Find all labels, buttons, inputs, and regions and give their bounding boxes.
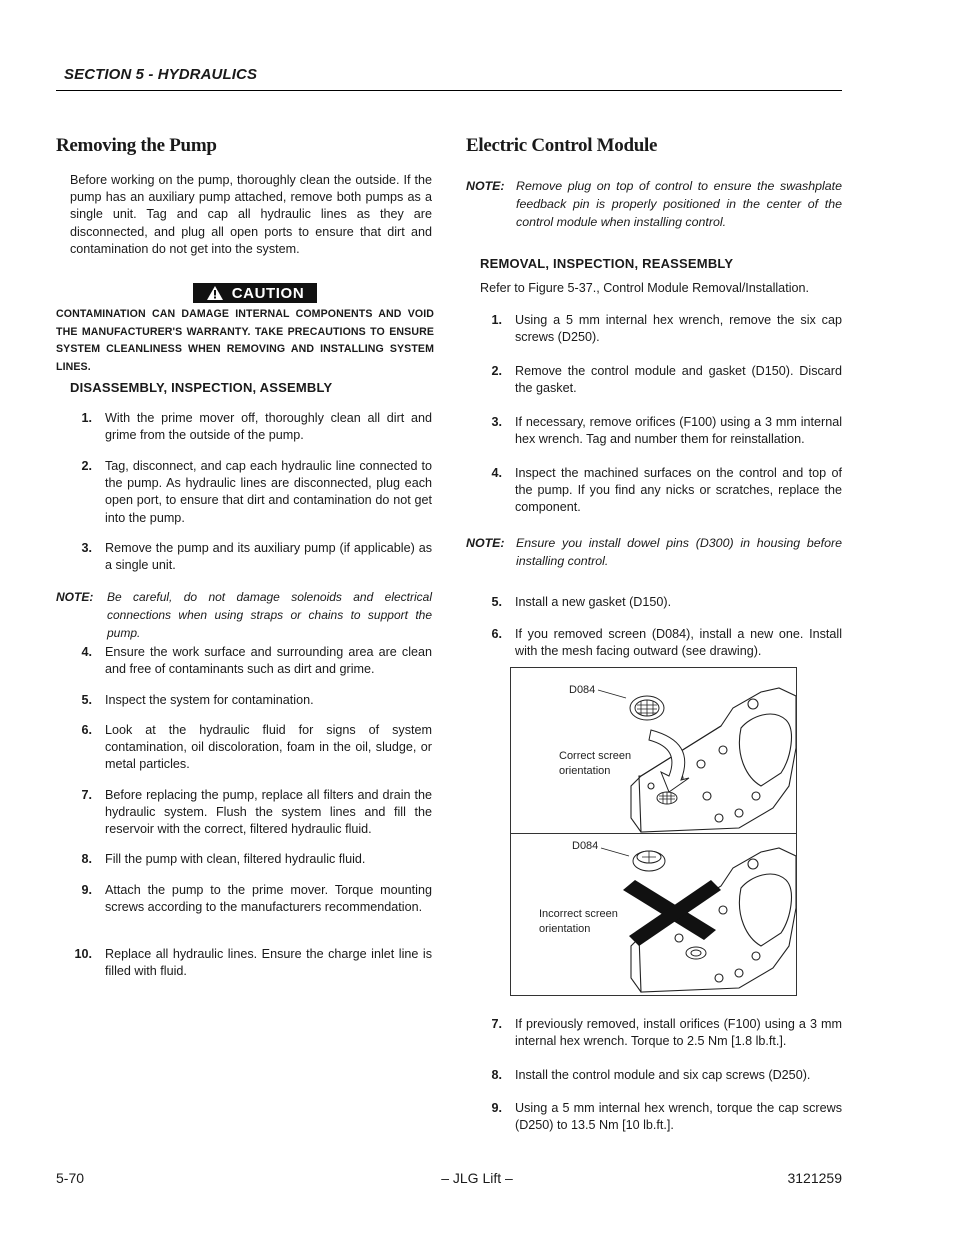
note-text: Remove plug on top of control to ensure the swashplate feedback pin is properly positioned in the center of the control module when installing control. — [516, 179, 842, 229]
disassembly-subheading: DISASSEMBLY, INSPECTION, ASSEMBLY — [70, 380, 333, 395]
top-part-label: D084 — [569, 684, 596, 696]
page-number: 5-70 — [56, 1170, 85, 1186]
step-number: 7. — [491, 1017, 502, 1031]
right-note-1 — [466, 177, 842, 233]
top-caption-line-2: orientation — [559, 765, 611, 777]
note-text: Ensure you install dowel pins (D300) in housing before installing control. — [516, 536, 842, 568]
removing-pump-intro: Before working on the pump, thoroughly clean the outside. If the pump has an auxiliary pump attached, remove both pumps as a single unit. Tag and cap all hydraulic lines as they are disconnected, and plug all open ports to ensure that dirt and contamination do not get into the system. — [70, 173, 432, 256]
left-step-5 — [64, 692, 432, 710]
right-step-9 — [474, 1100, 842, 1136]
step-text: Remove the pump and its auxiliary pump (if applicable) as a single unit. — [105, 541, 432, 573]
step-number: 9. — [81, 883, 92, 897]
step-number: 5. — [81, 693, 92, 707]
step-number: 2. — [81, 459, 92, 473]
right-step-7 — [474, 1016, 842, 1052]
step-number: 2. — [491, 364, 502, 378]
header-rule — [56, 90, 842, 91]
removing-pump-heading: Removing the Pump — [56, 135, 217, 156]
step-text: Using a 5 mm internal hex wrench, torque the cap screws (D250) to 13.5 Nm [10 lb.ft.]. — [515, 1101, 842, 1133]
right-note-2 — [466, 534, 842, 570]
left-step-7 — [64, 787, 432, 839]
step-number: 10. — [74, 947, 92, 961]
left-step-1 — [64, 410, 432, 446]
step-text: Install the control module and six cap screws (D250). — [515, 1068, 811, 1082]
step-number: 7. — [81, 788, 92, 802]
step-number: 9. — [491, 1101, 502, 1115]
left-step-8 — [64, 851, 432, 869]
step-text: Ensure the work surface and surrounding area are clean and free of contaminants such as dirt and grime. — [105, 645, 432, 677]
note-text: Be careful, do not damage solenoids and electrical connections when using straps or chains to support the pump. — [107, 590, 432, 640]
step-number: 1. — [81, 411, 92, 425]
step-number: 4. — [81, 645, 92, 659]
step-number: 6. — [81, 723, 92, 737]
left-step-9 — [64, 882, 432, 934]
step-number: 6. — [491, 627, 502, 641]
note-label: NOTE: — [466, 179, 505, 193]
footer-center: – JLG Lift – — [441, 1170, 513, 1186]
bottom-caption-line-2: orientation — [539, 923, 591, 935]
step-number: 4. — [491, 466, 502, 480]
step-number: 8. — [491, 1068, 502, 1082]
step-number: 3. — [81, 541, 92, 555]
left-step-4 — [64, 644, 432, 680]
left-note — [56, 588, 432, 640]
step-number: 1. — [491, 313, 502, 327]
left-step-3 — [64, 540, 432, 576]
step-number: 5. — [491, 595, 502, 609]
pump-housing-drawing — [511, 668, 796, 995]
step-text: If necessary, remove orifices (F100) using a 3 mm internal hex wrench. Tag and number them for reinstallation. — [515, 415, 842, 447]
right-step-6 — [474, 626, 842, 662]
step-text: With the prime mover off, thoroughly clean all dirt and grime from the outside of the pump. — [105, 411, 432, 443]
removal-subheading: REMOVAL, INSPECTION, REASSEMBLY — [480, 256, 734, 271]
control-module-heading: Electric Control Module — [466, 135, 658, 156]
step-text: Attach the pump to the prime mover. Torque mounting screws according to the manufacturers recommendation. — [105, 883, 432, 915]
top-caption-line-1: Correct screen — [559, 750, 632, 762]
step-text: Install a new gasket (D150). — [515, 595, 672, 609]
step-text: Fill the pump with clean, filtered hydraulic fluid. — [105, 852, 366, 866]
right-step-3 — [474, 414, 842, 450]
right-step-4 — [474, 465, 842, 517]
bottom-caption-line-1: Incorrect screen — [539, 908, 618, 920]
step-text: Using a 5 mm internal hex wrench, remove the six cap screws (D250). — [515, 313, 842, 345]
left-step-6 — [64, 722, 432, 774]
document-number: 3121259 — [787, 1170, 842, 1186]
note-label: NOTE: — [56, 590, 94, 604]
left-step-2 — [64, 458, 432, 528]
removal-intro: Refer to Figure 5-37., Control Module Removal/Installation. — [480, 281, 809, 295]
right-step-8 — [474, 1067, 842, 1085]
step-text: Remove the control module and gasket (D150). Discard the gasket. — [515, 364, 842, 396]
step-text: Inspect the system for contamination. — [105, 693, 314, 707]
step-number: 8. — [81, 852, 92, 866]
right-step-2 — [474, 363, 842, 399]
screen-orientation-figure — [510, 667, 797, 996]
caution-label: CAUTION — [231, 284, 305, 302]
right-step-1 — [474, 312, 842, 348]
step-number: 3. — [491, 415, 502, 429]
bottom-part-label: D084 — [572, 840, 599, 852]
left-step-10 — [64, 946, 432, 982]
caution-text: CONTAMINATION CAN DAMAGE INTERNAL COMPONENTS AND VOID THE MANUFACTURER'S WARRANTY. TAKE PRECAUTIONS TO ENSURE SYSTEM CLEANLINESS WHEN REMOVING AND INSTALLING SYSTEM LINES. — [56, 308, 434, 373]
step-text: Inspect the machined surfaces on the control and top of the pump. If you find any nicks or scratches, replace the component. — [515, 466, 842, 515]
step-text: If previously removed, install orifices (F100) using a 3 mm internal hex wrench. Torque to 2.5 Nm [1.8 lb.ft.]. — [515, 1017, 842, 1049]
step-text: Look at the hydraulic fluid for signs of system contamination, oil discoloration, foam in the oil, sludge, or metal particles. — [105, 723, 432, 772]
step-text: Replace all hydraulic lines. Ensure the charge inlet line is filled with fluid. — [105, 947, 432, 979]
step-text: Before replacing the pump, replace all filters and drain the hydraulic system. Flush the system lines and fill the reservoir with the correct, filtered hydraulic fluid. — [105, 788, 432, 837]
step-text: If you removed screen (D084), install a new one. Install with the mesh facing outward (see drawing). — [515, 627, 842, 659]
warning-icon — [206, 285, 224, 301]
figure-divider — [511, 833, 796, 834]
note-label: NOTE: — [466, 536, 505, 550]
section-header: SECTION 5 - HYDRAULICS — [64, 66, 258, 83]
caution-banner — [193, 283, 317, 303]
step-text: Tag, disconnect, and cap each hydraulic line connected to the pump. As hydraulic lines are disconnected, plug each open port, to ensure that dirt and contamination do not get into the pump. — [105, 459, 432, 525]
right-step-5 — [474, 594, 842, 612]
